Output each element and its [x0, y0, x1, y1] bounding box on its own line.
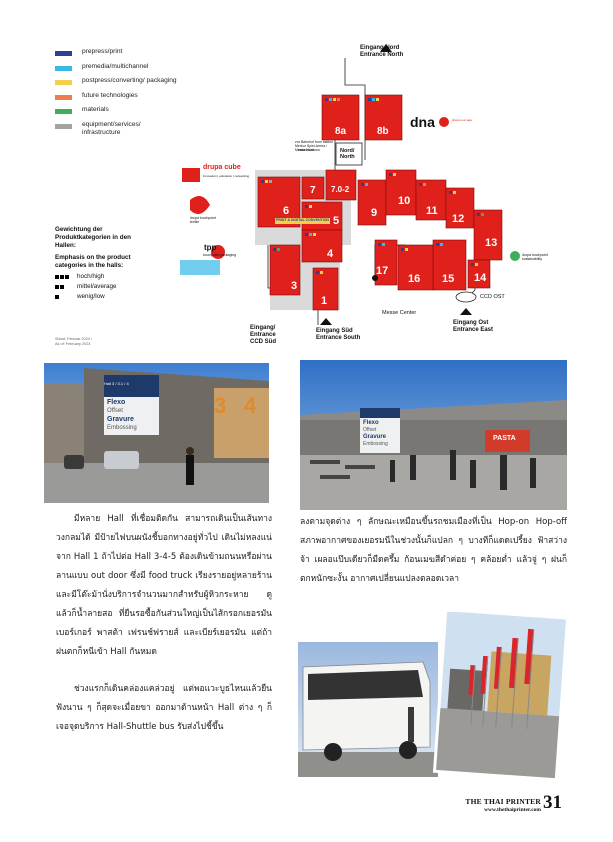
weighting-high — [55, 273, 145, 280]
sign-offset: Offset — [107, 408, 123, 414]
hall-1: 1 — [321, 295, 328, 307]
hall-8b: 8b — [377, 126, 389, 137]
ccd-ost-label: CCD OST — [480, 294, 505, 300]
print-digital-label: PRINT & DIGITAL CONVENTION — [276, 218, 329, 222]
hall-17: 17 — [376, 265, 389, 277]
photo-food-court-graphic — [300, 360, 567, 510]
tpp-sub: touchpoint packaging — [203, 253, 237, 257]
tpp-label: tpp — [204, 243, 217, 252]
nord-north-label: Nord/ North — [340, 148, 355, 160]
legend-label: postpress/converting/ packaging — [82, 77, 177, 84]
sign-pasta: PASTA — [493, 435, 516, 442]
weighting-label: mittel/average — [77, 283, 117, 290]
weighting-average — [55, 283, 145, 290]
hall-7-0-2: 7.0-2 — [331, 185, 350, 194]
sign-hall-number: Hall 3 / 3.1 / 4 — [104, 381, 129, 386]
sign-flexo: Flexo — [107, 399, 126, 406]
map-footnote: Stand: Februar 2024 / As of: February 2024 — [55, 337, 92, 346]
hall-16: 16 — [408, 273, 421, 285]
weighting-label: hoch/high — [77, 273, 105, 280]
sign-gravure-right: Gravure — [363, 434, 387, 440]
hall-6: 6 — [283, 205, 290, 217]
legend-swatch — [55, 95, 72, 100]
legend-swatch — [55, 66, 72, 71]
paragraph: ช่วงแรกก็เดินคล่องแคล่วอยู่ แต่พอแวะบูธไหนแล้วยืนฟังนาน ๆ ก็สุดจะเมื่อยขา ออกมาด้านหน้า Hall ต่าง ๆ ก็เจอจุดบริการ Hall-Shuttle bus รับส่งไปชี้ขึ้น — [56, 684, 272, 732]
weighting-label: wenig/low — [77, 293, 105, 300]
map-graphic — [170, 40, 555, 355]
hall-9: 9 — [371, 207, 378, 219]
sign-offset-right: Offset — [363, 427, 377, 433]
legend-swatch — [55, 80, 72, 85]
hall-15: 15 — [442, 273, 455, 285]
hall-8a: 8a — [335, 126, 347, 137]
photo-food-court — [300, 360, 567, 510]
dna-label: dna — [410, 114, 435, 130]
photo-shuttle-bus — [298, 612, 566, 782]
weighting-title-en: Emphasis on the product categories in the halls: — [55, 254, 131, 269]
svg-text:4: 4 — [244, 393, 257, 418]
photo-shuttle-bus-graphic — [298, 612, 566, 782]
legend-label: equipment/services/ infrastructure — [82, 120, 141, 136]
legend-swatch — [55, 51, 72, 56]
dna-sub: drupa next age — [452, 118, 473, 122]
paragraph: มีหลาย Hall ที่เชื่อมติดกัน สามารถเดินเป็นเส้นทางวงกลมได้ มีป้ายไฟบนผนังชี้บอกทางอยู่ทั่วไป เดินไม่หลงแน่ จาก Hall 1 ถ้าไปต่อ Hall 3-4-5 ต้องเดินข้ามถนนหรือผ่านลานแบบ out door ซึ่งมี food truck เรียงรายอยู่หลายร้าน และมีโต๊ะม้านั่งบริการจำนวนมากสำหรับผู้หิวกระหาย ดูแล้วก็น้ำลายสอ ที่ยืนรอซื้อกันส่วนใหญ่เป็นไส้กรอกเยอรมัน เบอร์เกอร์ พาสต้า เฟรนช์ฟรายส์ และเบียร์เยอรมัน แต่ถ้าฝนตกก็หนีเข้า Hall กันหมด — [56, 514, 272, 657]
photo-hall-entrance — [44, 363, 269, 503]
magazine-url: www.thethaiprinter.com — [484, 807, 541, 813]
hall-12: 12 — [452, 213, 465, 225]
legend-label: premedia/multichannel — [82, 62, 149, 70]
touchpoint-textile-label: drupa touchpoint textile — [190, 216, 217, 224]
magazine-brand: THE THAI PRINTER — [465, 797, 541, 806]
station-note: zur Bahnhof from station Merkur Spiel-Arena / Messe Nord — [295, 140, 334, 152]
hall-14: 14 — [474, 272, 487, 284]
hall-10: 10 — [398, 195, 411, 207]
entrance-south-label: Eingang Süd Entrance South — [316, 328, 361, 341]
paragraph: ลงตามจุดต่าง ๆ ลักษณะเหมือนขึ้นรถชมเมืองที่เป็น Hop-on Hop-off สภาพอากาศของเยอรมนีในช่วงนั้นก็แปลก ๆ บางทีก็แดดเปรี้ยง ฟ้าสว่างจ้า เผลอแป๊บเดียวก็มืดครึ้ม ก้อนเมฆสีดำค่อย ๆ คล้อยต่ำ แล้วจู่ ๆ ฝนก็ตกหนักซะงั้น อากาศเปลี่ยนแปลงตลอดเวลา — [300, 517, 567, 584]
legend-label: materials — [82, 106, 109, 113]
hall-7: 7 — [310, 185, 316, 196]
sign-flexo-right: Flexo — [363, 420, 379, 426]
legend-swatch — [55, 124, 72, 129]
article-column-left — [56, 510, 272, 737]
entrance-north-label: Eingang Nord Entrance North — [360, 45, 404, 58]
legend-swatch — [55, 109, 72, 114]
entrance-east-label: Eingang Ost Entrance East — [453, 320, 494, 333]
article-column-right — [300, 513, 567, 589]
sustainability-label: drupa touchpoint sustainability — [522, 253, 549, 261]
drupa-cube-label: drupa cube — [203, 164, 241, 171]
hall-5: 5 — [333, 215, 340, 227]
hall-11: 11 — [426, 205, 438, 217]
legend-label: future technologies — [82, 91, 138, 99]
sign-embossing-right: Embossing — [363, 441, 388, 447]
messe-center-label: Messe Center — [382, 310, 417, 316]
weighting-low — [55, 293, 145, 300]
hall-13: 13 — [485, 237, 498, 249]
weighting-title-de: Gewichtung der Produktkategorien in den Hallen: — [55, 226, 131, 249]
svg-text:3: 3 — [214, 393, 227, 418]
entrance-south-ccd-label: Eingang/ Entrance CCD Süd — [250, 325, 276, 345]
fairground-map — [170, 40, 555, 355]
sign-embossing: Embossing — [107, 425, 137, 431]
drupa-cube-sub: innovation | education | networking — [203, 174, 250, 178]
page-number: 31 — [543, 792, 562, 813]
sign-gravure: Gravure — [107, 416, 134, 423]
category-weighting — [55, 226, 145, 300]
hall-4: 4 — [327, 248, 334, 260]
hall-3: 3 — [291, 280, 298, 292]
legend-label: prepress/print — [82, 48, 123, 55]
